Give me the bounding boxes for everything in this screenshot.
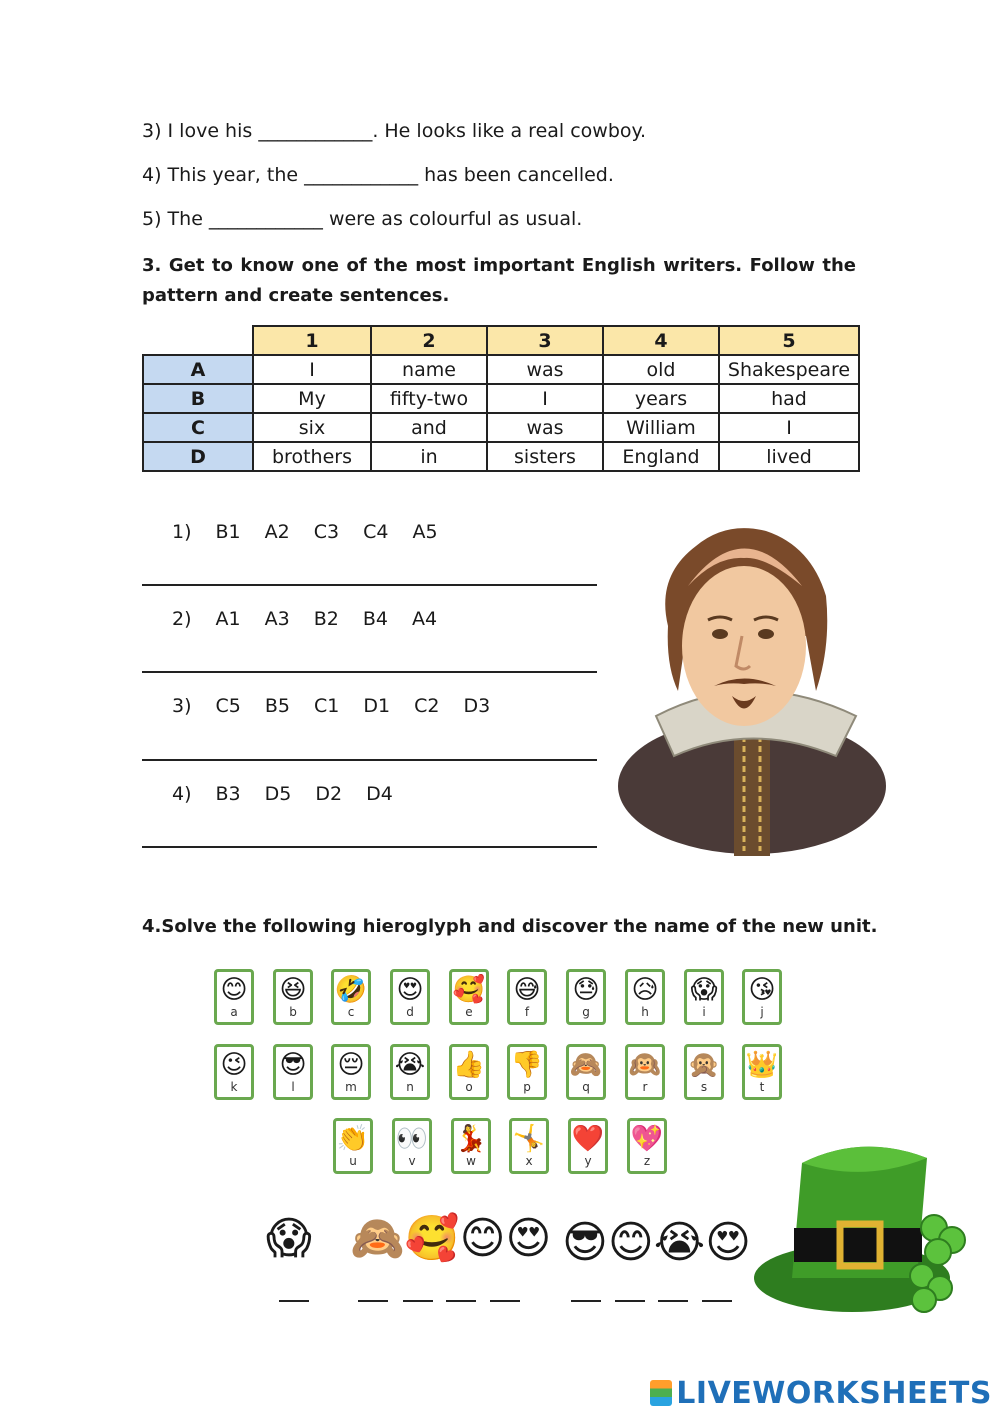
- grid-row-header: B: [143, 384, 253, 413]
- crying-emoji-icon: 😭: [394, 1050, 426, 1080]
- tile-letter: t: [759, 1080, 765, 1094]
- grid-cell: I: [487, 384, 603, 413]
- code-item: C4: [363, 521, 389, 543]
- tile-p: [507, 1044, 547, 1100]
- code-sequence-4: [172, 783, 417, 805]
- tile-a: [214, 969, 254, 1025]
- letter-blank[interactable]: [279, 1300, 309, 1302]
- grid-cell: fifty-two: [371, 384, 487, 413]
- tile-letter: y: [584, 1154, 592, 1168]
- red-heart-icon: ❤️: [571, 1124, 605, 1154]
- heart-eyes-emoji-icon: 😍: [396, 975, 424, 1005]
- ex4-heading: 4.Solve the following hieroglyph and discover the name of the new unit.: [142, 916, 878, 937]
- tile-letter: s: [700, 1080, 708, 1094]
- sunglasses-emoji-icon: 😎: [562, 1217, 608, 1268]
- tile-letter: b: [289, 1005, 297, 1019]
- grid-cell: Shakespeare: [719, 355, 859, 384]
- tile-letter: a: [230, 1005, 238, 1019]
- grid-col-header: 4: [603, 326, 719, 355]
- grid-cell: had: [719, 384, 859, 413]
- code-item: D2: [315, 783, 343, 805]
- tile-u: [333, 1118, 373, 1174]
- code-item: A1: [215, 608, 241, 630]
- code-sequence-1: [172, 521, 462, 543]
- eyes-icon: 👀: [395, 1124, 429, 1154]
- grid-col-header: 5: [719, 326, 859, 355]
- table-row: [143, 413, 859, 442]
- table-row: [143, 442, 859, 471]
- grin-squint-emoji-icon: 😆: [279, 975, 307, 1005]
- code-item: D4: [366, 783, 393, 805]
- tile-e: [449, 969, 489, 1025]
- tile-letter: d: [406, 1005, 414, 1019]
- heart-eyes-emoji-icon: 😍: [705, 1217, 752, 1268]
- tile-letter: e: [465, 1005, 473, 1019]
- code-item: B4: [362, 608, 388, 630]
- hear-no-evil-monkey-icon: 🙉: [628, 1050, 662, 1080]
- grid-cell: and: [371, 413, 487, 442]
- smile-emoji-icon: 😊: [220, 975, 248, 1005]
- answer-line-4[interactable]: [142, 846, 597, 848]
- answer-line-2[interactable]: [142, 671, 597, 673]
- grid-row-header: C: [143, 413, 253, 442]
- liveworksheets-logo: [650, 1376, 992, 1411]
- pensive-emoji-icon: 😔: [337, 1050, 365, 1080]
- grid-col-header: 1: [253, 326, 371, 355]
- grid-col-header: 2: [371, 326, 487, 355]
- tile-i: [684, 969, 724, 1025]
- grid-col-header: 3: [487, 326, 603, 355]
- tile-k: [214, 1044, 254, 1100]
- wink-emoji-icon: 😉: [220, 1050, 248, 1080]
- tile-letter: f: [524, 1005, 530, 1019]
- scream-emoji-icon: 😱: [690, 975, 718, 1005]
- kiss-emoji-icon: 😘: [748, 975, 776, 1005]
- tile-letter: v: [408, 1154, 416, 1168]
- tile-s: [684, 1044, 724, 1100]
- code-sequence-3: [172, 695, 514, 717]
- speak-no-evil-monkey-icon: 🙊: [687, 1050, 721, 1080]
- code-number: 1): [172, 521, 192, 543]
- code-item: A2: [264, 521, 290, 543]
- tile-letter: p: [523, 1080, 531, 1094]
- grid-cell: name: [371, 355, 487, 384]
- tile-letter: j: [760, 1005, 764, 1019]
- answer-line-1[interactable]: [142, 584, 597, 586]
- tile-q: [566, 1044, 606, 1100]
- code-item: B2: [313, 608, 339, 630]
- grid-cell: old: [603, 355, 719, 384]
- puzzle-word-3: [562, 1218, 751, 1268]
- grid-cell: I: [253, 355, 371, 384]
- code-item: C3: [313, 521, 340, 543]
- thumbs-up-icon: 👍: [452, 1050, 486, 1080]
- grid-cell: sisters: [487, 442, 603, 471]
- sad-relieved-emoji-icon: 😥: [631, 975, 659, 1005]
- code-item: B1: [215, 521, 241, 543]
- letter-blank[interactable]: [571, 1300, 601, 1302]
- tile-y: [568, 1118, 608, 1174]
- letter-blank[interactable]: [702, 1300, 732, 1302]
- ex2-sentence-3: 3) I love his ____________. He looks like a real cowboy.: [142, 120, 647, 142]
- code-item: A3: [264, 608, 290, 630]
- shakespeare-portrait: [616, 516, 888, 856]
- word-grid-table: [142, 325, 860, 472]
- tile-letter: n: [406, 1080, 414, 1094]
- tile-letter: z: [643, 1154, 651, 1168]
- sunglasses-emoji-icon: 😎: [279, 1050, 307, 1080]
- grid-cell: My: [253, 384, 371, 413]
- letter-blank[interactable]: [446, 1300, 476, 1302]
- tile-n: [390, 1044, 430, 1100]
- letter-blank[interactable]: [358, 1300, 388, 1302]
- grid-cell: lived: [719, 442, 859, 471]
- table-row: [143, 355, 859, 384]
- letter-blank[interactable]: [615, 1300, 645, 1302]
- grid-cell: was: [487, 413, 603, 442]
- tile-x: [509, 1118, 549, 1174]
- tile-w: [451, 1118, 491, 1174]
- tile-l: [273, 1044, 313, 1100]
- leprechaun-hat-image: [752, 1128, 970, 1318]
- code-item: A4: [411, 608, 438, 630]
- code-item: C2: [414, 695, 440, 717]
- code-item: D3: [463, 695, 491, 717]
- grid-row-header: D: [143, 442, 253, 471]
- tile-z: [627, 1118, 667, 1174]
- smile-emoji-icon: 😊: [459, 1213, 506, 1264]
- crying-emoji-icon: 😭: [653, 1217, 706, 1268]
- tile-c: [331, 969, 371, 1025]
- downcast-sweat-emoji-icon: 😓: [572, 975, 600, 1005]
- see-no-evil-monkey-icon: 🙈: [350, 1213, 405, 1264]
- crown-icon: 👑: [745, 1050, 779, 1080]
- code-number: 3): [172, 695, 192, 717]
- code-number: 2): [172, 608, 192, 630]
- letter-blank[interactable]: [658, 1300, 688, 1302]
- smile-emoji-icon: 😊: [607, 1217, 654, 1268]
- brand-mark-icon: [650, 1380, 672, 1406]
- letter-blank[interactable]: [490, 1300, 520, 1302]
- tile-m: [331, 1044, 371, 1100]
- tile-letter: x: [525, 1154, 533, 1168]
- tile-letter: r: [642, 1080, 648, 1094]
- tile-letter: c: [347, 1005, 355, 1019]
- code-item: A5: [412, 521, 438, 543]
- smiling-hearts-emoji-icon: 🥰: [452, 975, 486, 1005]
- grid-cell: in: [371, 442, 487, 471]
- tile-f: [507, 969, 547, 1025]
- code-item: B5: [264, 695, 290, 717]
- answer-line-3[interactable]: [142, 759, 597, 761]
- tile-letter: h: [641, 1005, 649, 1019]
- tile-r: [625, 1044, 665, 1100]
- tile-letter: m: [345, 1080, 357, 1094]
- letter-blank[interactable]: [403, 1300, 433, 1302]
- sweat-smile-emoji-icon: 😅: [513, 975, 541, 1005]
- table-row: [143, 384, 859, 413]
- puzzle-word-2: [350, 1214, 551, 1264]
- see-no-evil-monkey-icon: 🙈: [569, 1050, 603, 1080]
- grid-cell: years: [603, 384, 719, 413]
- code-number: 4): [172, 783, 192, 805]
- grid-cell: was: [487, 355, 603, 384]
- tile-letter: k: [230, 1080, 238, 1094]
- tile-j: [742, 969, 782, 1025]
- dancer-icon: 💃: [454, 1124, 488, 1154]
- grid-cell: six: [253, 413, 371, 442]
- tile-v: [392, 1118, 432, 1174]
- grid-cell: I: [719, 413, 859, 442]
- tile-letter: q: [582, 1080, 590, 1094]
- grid-cell: England: [603, 442, 719, 471]
- rofl-emoji-icon: 🤣: [334, 975, 368, 1005]
- tile-letter: o: [465, 1080, 473, 1094]
- grid-corner: [143, 326, 253, 355]
- sparkling-heart-icon: 💖: [630, 1124, 664, 1154]
- puzzle-word-1: [266, 1214, 312, 1264]
- code-item: D1: [363, 695, 391, 717]
- tile-letter: w: [466, 1154, 476, 1168]
- ex2-sentence-5: 5) The ____________ were as colourful as usual.: [142, 208, 583, 230]
- brand-text: LIVEWORKSHEETS: [676, 1376, 992, 1411]
- code-item: C1: [314, 695, 340, 717]
- ex3-heading: 3. Get to know one of the most important English writers. Follow the pattern and create sentences.: [142, 255, 856, 306]
- tile-b: [273, 969, 313, 1025]
- tile-t: [742, 1044, 782, 1100]
- heart-eyes-emoji-icon: 😍: [505, 1213, 552, 1264]
- code-sequence-2: [172, 608, 461, 630]
- clapping-hands-icon: 👏: [336, 1124, 370, 1154]
- cartwheel-icon: 🤸: [512, 1124, 546, 1154]
- tile-d: [390, 969, 430, 1025]
- ex2-sentence-4: 4) This year, the ____________ has been cancelled.: [142, 164, 614, 186]
- tile-g: [566, 969, 606, 1025]
- thumbs-down-icon: 👎: [510, 1050, 544, 1080]
- tile-letter: u: [349, 1154, 357, 1168]
- smiling-hearts-emoji-icon: 🥰: [404, 1213, 460, 1264]
- code-item: C5: [215, 695, 241, 717]
- scream-emoji-icon: 😱: [266, 1213, 312, 1264]
- code-item: D5: [264, 783, 292, 805]
- code-item: B3: [215, 783, 241, 805]
- tile-letter: i: [702, 1005, 706, 1019]
- grid-cell: William: [603, 413, 719, 442]
- tile-letter: l: [291, 1080, 295, 1094]
- tile-h: [625, 969, 665, 1025]
- grid-cell: brothers: [253, 442, 371, 471]
- grid-row-header: A: [143, 355, 253, 384]
- tile-o: [449, 1044, 489, 1100]
- tile-letter: g: [582, 1005, 590, 1019]
